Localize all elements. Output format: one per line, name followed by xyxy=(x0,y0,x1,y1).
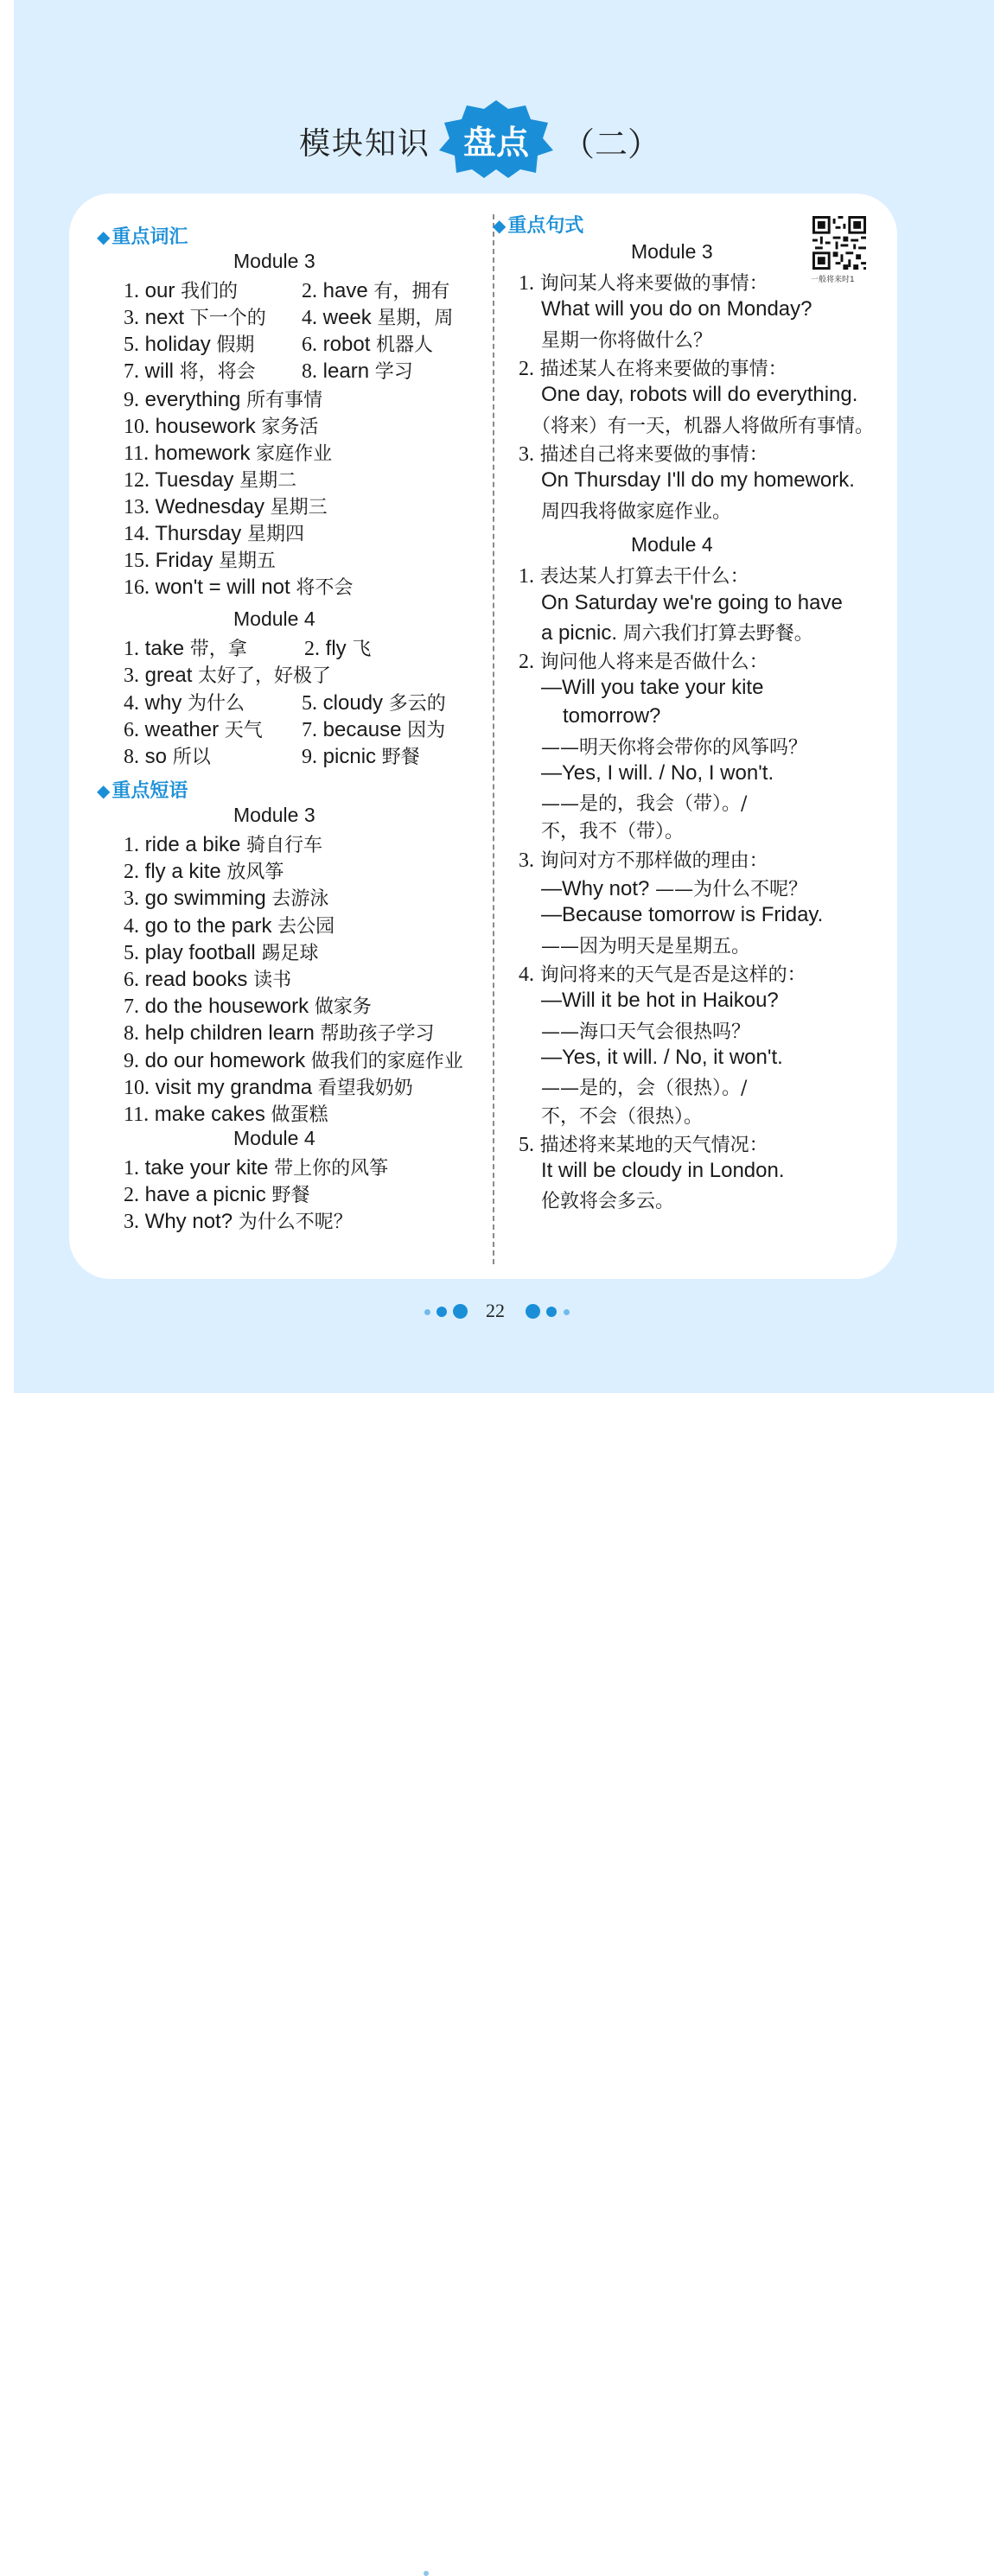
sentence-line xyxy=(541,875,807,901)
list-item xyxy=(124,439,332,466)
sentence-english: On Saturday we're going to have xyxy=(541,591,843,614)
item-english: help children learn xyxy=(144,1021,315,1046)
list-item xyxy=(302,277,449,303)
section-heading xyxy=(97,222,188,249)
sentence-line xyxy=(541,789,747,816)
item-english: won't = will not xyxy=(155,576,290,599)
list-item xyxy=(124,1154,388,1180)
qr-code-icon xyxy=(812,216,866,270)
item-english: everything xyxy=(144,388,241,411)
list-item xyxy=(302,303,453,330)
sentence-chinese: 星期一你将做什么？ xyxy=(541,330,713,352)
item-english: fly a kite xyxy=(144,860,221,884)
item-chinese: 假期 xyxy=(216,334,255,356)
list-item xyxy=(124,519,304,546)
item-english: make cakes xyxy=(154,1103,265,1126)
item-chinese: 做蛋糕 xyxy=(271,1104,328,1126)
item-chinese: 家务活 xyxy=(261,417,319,438)
footer-dot-icon xyxy=(424,1309,430,1315)
module-title: Module 4 xyxy=(233,607,315,630)
diamond-icon: ◆ xyxy=(97,226,111,247)
sentence-chinese: 不，我不（带）。 xyxy=(541,821,685,843)
list-item xyxy=(124,1207,353,1234)
sentence-line xyxy=(541,1046,783,1070)
list-item xyxy=(124,573,353,600)
item-chinese: 去公园 xyxy=(277,915,335,938)
item-number: 9. xyxy=(124,389,139,411)
sentence-chinese: 询问将来的天气是否是这样的： xyxy=(539,964,806,986)
item-number: 5. xyxy=(302,692,317,715)
item-number: 2. xyxy=(519,358,534,380)
item-english: Tuesday xyxy=(155,468,234,492)
sentence-line xyxy=(541,468,855,493)
list-item xyxy=(124,357,256,384)
sentence-line xyxy=(541,733,807,760)
item-number: 5. xyxy=(124,941,139,964)
list-item xyxy=(124,546,276,573)
item-number: 3. xyxy=(519,849,534,872)
item-english: great xyxy=(144,664,193,687)
sentence-line xyxy=(541,619,813,646)
item-english: so xyxy=(144,745,168,768)
section-heading-text: 重点句式 xyxy=(507,215,584,237)
item-number: 9. xyxy=(124,1049,139,1072)
item-english: holiday xyxy=(144,333,211,356)
sentence-chinese: ——海口天气会很热吗？ xyxy=(541,1021,751,1043)
item-chinese: 将不会 xyxy=(296,577,354,599)
item-number: 5. xyxy=(519,1134,534,1156)
item-chinese: 星期，周 xyxy=(377,308,454,329)
item-chinese: 学习 xyxy=(374,361,413,383)
item-chinese: 踢足球 xyxy=(261,942,319,964)
item-number: 1. xyxy=(124,834,139,856)
list-item xyxy=(124,385,322,412)
sentence-line xyxy=(541,497,731,524)
item-number: 13. xyxy=(124,496,150,518)
sentence-english: —Yes, I will. / No, I won't. xyxy=(541,761,774,785)
item-number: 8. xyxy=(302,360,317,383)
footer-dot-icon xyxy=(436,1307,447,1317)
list-item xyxy=(124,466,296,493)
item-number: 15. xyxy=(124,550,150,572)
item-number: 3. xyxy=(124,665,139,687)
footer-dot-icon xyxy=(526,1304,540,1319)
list-item xyxy=(124,1180,309,1207)
list-item xyxy=(124,661,331,688)
item-chinese: 星期三 xyxy=(270,497,328,518)
sentence-english: —Will it be hot in Haikou? xyxy=(541,989,779,1012)
item-english: because xyxy=(322,718,402,741)
sentence-chinese: 周四我将做家庭作业。 xyxy=(541,501,732,523)
item-chinese: 所有事情 xyxy=(246,390,323,411)
item-number: 6. xyxy=(124,969,139,991)
item-chinese: 野餐 xyxy=(271,1185,310,1206)
diamond-icon: ◆ xyxy=(493,215,507,236)
item-number: 1. xyxy=(519,272,534,295)
item-number: 4. xyxy=(124,914,139,938)
sentence-line xyxy=(541,817,684,843)
list-item xyxy=(124,938,318,965)
list-item xyxy=(124,1100,328,1127)
sentence-chinese: ——因为明天是星期五。 xyxy=(541,936,751,957)
item-chinese: 带，拿 xyxy=(189,639,247,660)
item-number: 8. xyxy=(124,746,139,768)
sentence-english: tomorrow? xyxy=(563,704,661,728)
item-number: 10. xyxy=(124,1076,150,1099)
item-number: 5. xyxy=(124,334,139,356)
sentence-english: One day, robots will do everything. xyxy=(541,383,858,406)
sentence-english: —Yes, it will. / No, it won't. xyxy=(541,1046,783,1069)
module-title: Module 3 xyxy=(631,240,713,263)
item-english: play football xyxy=(144,940,256,964)
list-item xyxy=(124,634,247,661)
item-number: 3. xyxy=(124,307,139,329)
sentence-line xyxy=(532,411,874,438)
sentence-line xyxy=(541,676,763,700)
title-badge xyxy=(439,100,553,178)
item-number: 11. xyxy=(124,442,150,465)
item-number: 2. xyxy=(124,861,139,884)
footer-dot-icon xyxy=(453,1304,468,1319)
item-number: 10. xyxy=(124,416,150,438)
sentence-line xyxy=(519,440,768,467)
list-item xyxy=(124,884,328,911)
footer-dot-icon xyxy=(424,2571,429,2576)
sentence-line xyxy=(541,1159,785,1183)
list-item xyxy=(124,742,211,769)
sentence-line xyxy=(541,903,823,927)
item-english: read books xyxy=(144,968,248,991)
list-item xyxy=(124,830,322,857)
item-chinese: 多云的 xyxy=(388,693,446,715)
item-english: do the housework xyxy=(144,995,309,1019)
section-heading xyxy=(97,776,188,803)
item-chinese: 因为 xyxy=(407,720,446,741)
list-item xyxy=(124,1019,434,1046)
list-item xyxy=(124,992,372,1019)
item-number: 2. xyxy=(124,1184,139,1206)
list-item xyxy=(302,357,413,384)
sentence-line xyxy=(541,1017,750,1044)
sentence-line xyxy=(541,383,857,407)
item-english: Why not? xyxy=(144,1210,233,1233)
section-heading-text: 重点短语 xyxy=(112,780,188,802)
item-chinese: 帮助孩子学习 xyxy=(320,1023,435,1046)
sentence-english: On Thursday I'll do my homework. xyxy=(541,468,855,492)
list-item xyxy=(124,912,335,938)
item-english: have xyxy=(322,279,368,302)
item-english: why xyxy=(144,691,182,715)
sentence-line xyxy=(563,704,660,728)
item-number: 1. xyxy=(124,1157,139,1180)
item-chinese: 读书 xyxy=(253,970,292,991)
item-number: 14. xyxy=(124,523,150,545)
item-chinese: 去游泳 xyxy=(271,888,329,911)
sentence-line xyxy=(541,1102,703,1129)
item-chinese: 做家务 xyxy=(314,996,372,1019)
item-chinese: 野餐 xyxy=(381,747,420,768)
sentence-line xyxy=(541,932,750,958)
sentence-line xyxy=(541,326,712,353)
sentence-chinese: ——为什么不呢？ xyxy=(655,879,808,900)
sentence-chinese: 描述某人在将来要做的事情： xyxy=(539,359,787,380)
item-english: Thursday xyxy=(155,522,242,545)
item-number: 3. xyxy=(124,887,139,911)
sentence-chinese: 周六我们打算去野餐。 xyxy=(622,623,813,645)
sentence-english: —Will you take your kite xyxy=(541,676,764,699)
item-number: 16. xyxy=(124,576,150,599)
item-chinese: 为什么 xyxy=(188,693,245,715)
item-number: 4. xyxy=(302,307,317,329)
list-item xyxy=(124,1073,413,1100)
list-item xyxy=(124,493,328,519)
item-number: 2. xyxy=(519,651,534,673)
item-chinese: 看望我奶奶 xyxy=(317,1077,413,1099)
list-item xyxy=(302,716,445,742)
item-number: 2. xyxy=(304,638,320,660)
item-number: 6. xyxy=(302,334,317,356)
module-title: Module 3 xyxy=(233,250,315,272)
list-item xyxy=(124,716,263,742)
item-chinese: 星期二 xyxy=(239,470,297,492)
item-english: picnic xyxy=(322,745,377,768)
section-heading-text: 重点词汇 xyxy=(112,226,188,248)
sentence-chinese: 描述将来某地的天气情况： xyxy=(539,1135,768,1156)
sentence-line xyxy=(541,1073,747,1100)
diamond-icon: ◆ xyxy=(97,780,111,801)
sentence-chinese: 询问对方不那样做的理由： xyxy=(539,850,768,872)
list-item xyxy=(302,330,433,357)
list-item xyxy=(124,689,245,716)
sentence-chinese: （将来）有一天，机器人将做所有事情。 xyxy=(532,416,875,437)
item-number: 1. xyxy=(124,638,139,660)
item-chinese: 太好了，好极了 xyxy=(198,665,332,687)
item-english: take xyxy=(144,637,185,660)
page-number: 22 xyxy=(486,1300,505,1321)
sentence-chinese: 询问他人将来是否做什么： xyxy=(539,652,768,673)
item-chinese: 骑自行车 xyxy=(246,835,323,856)
list-item xyxy=(124,277,238,303)
item-chinese: 带上你的风筝 xyxy=(274,1158,389,1180)
module-title: Module 3 xyxy=(233,804,315,826)
sentence-line xyxy=(519,269,768,296)
sentence-chinese: ——是的，会（很热）。/ xyxy=(541,1078,748,1099)
item-english: go to the park xyxy=(144,913,272,938)
module-title: Module 4 xyxy=(233,1127,315,1149)
sentence-english: a picnic. xyxy=(541,621,618,645)
item-chinese: 做我们的家庭作业 xyxy=(310,1050,463,1072)
title-right-text: （二） xyxy=(562,125,661,163)
sentence-line xyxy=(541,761,774,786)
list-item xyxy=(124,330,254,357)
list-item xyxy=(304,634,371,661)
item-english: housework xyxy=(155,415,256,438)
list-item xyxy=(302,689,446,716)
item-chinese: 星期五 xyxy=(219,550,277,572)
sentence-chinese: 表达某人打算去干什么： xyxy=(539,566,749,588)
sentence-chinese: 描述自己将来要做的事情： xyxy=(539,444,768,466)
item-chinese: 将，将会 xyxy=(179,361,256,383)
sentence-chinese: ——明天你将会带你的风筝吗？ xyxy=(541,737,808,759)
item-number: 4. xyxy=(519,964,534,986)
list-item xyxy=(124,303,266,330)
item-english: go swimming xyxy=(144,887,266,911)
item-number: 7. xyxy=(124,360,139,383)
sentence-chinese: 询问某人将来要做的事情： xyxy=(539,273,768,295)
sentence-english: It will be cloudy in London. xyxy=(541,1159,785,1182)
item-number: 1. xyxy=(124,280,139,302)
sentence-line xyxy=(519,562,749,588)
list-item xyxy=(124,857,284,884)
sentence-line xyxy=(541,591,843,615)
item-number: 12. xyxy=(124,469,150,492)
item-english: our xyxy=(144,279,175,302)
item-english: will xyxy=(144,359,174,383)
item-number: 4. xyxy=(124,692,139,715)
title-left-text: 模块知识 xyxy=(299,126,431,162)
item-chinese: 有，拥有 xyxy=(373,281,450,302)
item-english: next xyxy=(144,306,185,329)
item-chinese: 放风筝 xyxy=(226,862,284,884)
sentence-line xyxy=(519,647,768,674)
item-chinese: 所以 xyxy=(172,747,211,768)
item-chinese: 家庭作业 xyxy=(256,443,333,465)
item-english: learn xyxy=(322,359,370,383)
item-chinese: 下一个的 xyxy=(189,308,266,329)
item-english: take your kite xyxy=(144,1156,269,1180)
list-item xyxy=(124,412,318,439)
sentence-line xyxy=(519,960,806,987)
sentence-line xyxy=(519,354,787,381)
sentence-english: What will you do on Monday? xyxy=(541,297,812,321)
item-english: fly xyxy=(325,637,347,660)
sentence-line xyxy=(519,1130,768,1157)
item-number: 9. xyxy=(302,746,317,768)
item-chinese: 我们的 xyxy=(181,281,239,302)
item-chinese: 天气 xyxy=(224,720,263,741)
section-heading xyxy=(493,211,583,238)
item-english: homework xyxy=(154,442,251,465)
item-english: cloudy xyxy=(322,691,384,715)
item-english: visit my grandma xyxy=(155,1075,313,1099)
list-item xyxy=(124,965,291,992)
item-number: 7. xyxy=(124,995,139,1019)
list-item xyxy=(124,1046,463,1073)
sentence-chinese: ——是的，我会（带）。/ xyxy=(541,793,748,815)
item-number: 11. xyxy=(124,1104,150,1126)
item-chinese: 飞 xyxy=(352,639,372,660)
item-number: 2. xyxy=(302,280,317,302)
item-chinese: 为什么不呢？ xyxy=(238,1212,353,1233)
item-english: do our homework xyxy=(144,1048,306,1072)
sentence-english: —Why not? xyxy=(541,877,650,900)
sentence-english: —Because tomorrow is Friday. xyxy=(541,903,824,926)
item-english: weather xyxy=(144,718,220,741)
item-number: 6. xyxy=(124,719,139,741)
sentence-line xyxy=(541,1186,674,1213)
title-badge-text: 盘点 xyxy=(462,124,529,162)
item-number: 3. xyxy=(519,443,534,466)
item-english: robot xyxy=(322,333,371,356)
qr-code-label: 一般将来时1 xyxy=(811,276,855,284)
item-number: 8. xyxy=(124,1022,139,1046)
item-number: 3. xyxy=(124,1211,139,1233)
sentence-line xyxy=(541,989,779,1013)
item-english: week xyxy=(322,306,372,329)
sentence-chinese: 伦敦将会多云。 xyxy=(541,1191,675,1212)
column-divider xyxy=(493,214,494,1264)
item-number: 1. xyxy=(519,565,534,588)
sentence-chinese: 不，不会（很热）。 xyxy=(541,1106,704,1128)
sentence-line xyxy=(519,846,768,873)
item-english: Wednesday xyxy=(155,495,264,518)
module-title: Module 4 xyxy=(631,533,713,556)
item-english: Friday xyxy=(155,549,213,572)
footer-dot-icon xyxy=(564,1309,570,1315)
item-chinese: 机器人 xyxy=(376,334,434,356)
item-chinese: 星期四 xyxy=(246,524,304,545)
item-english: have a picnic xyxy=(144,1183,266,1206)
footer-dot-icon xyxy=(546,1307,557,1317)
list-item xyxy=(302,742,420,769)
item-english: ride a bike xyxy=(144,833,241,856)
page-title xyxy=(0,95,994,181)
item-number: 7. xyxy=(302,719,317,741)
sentence-line xyxy=(541,297,812,321)
